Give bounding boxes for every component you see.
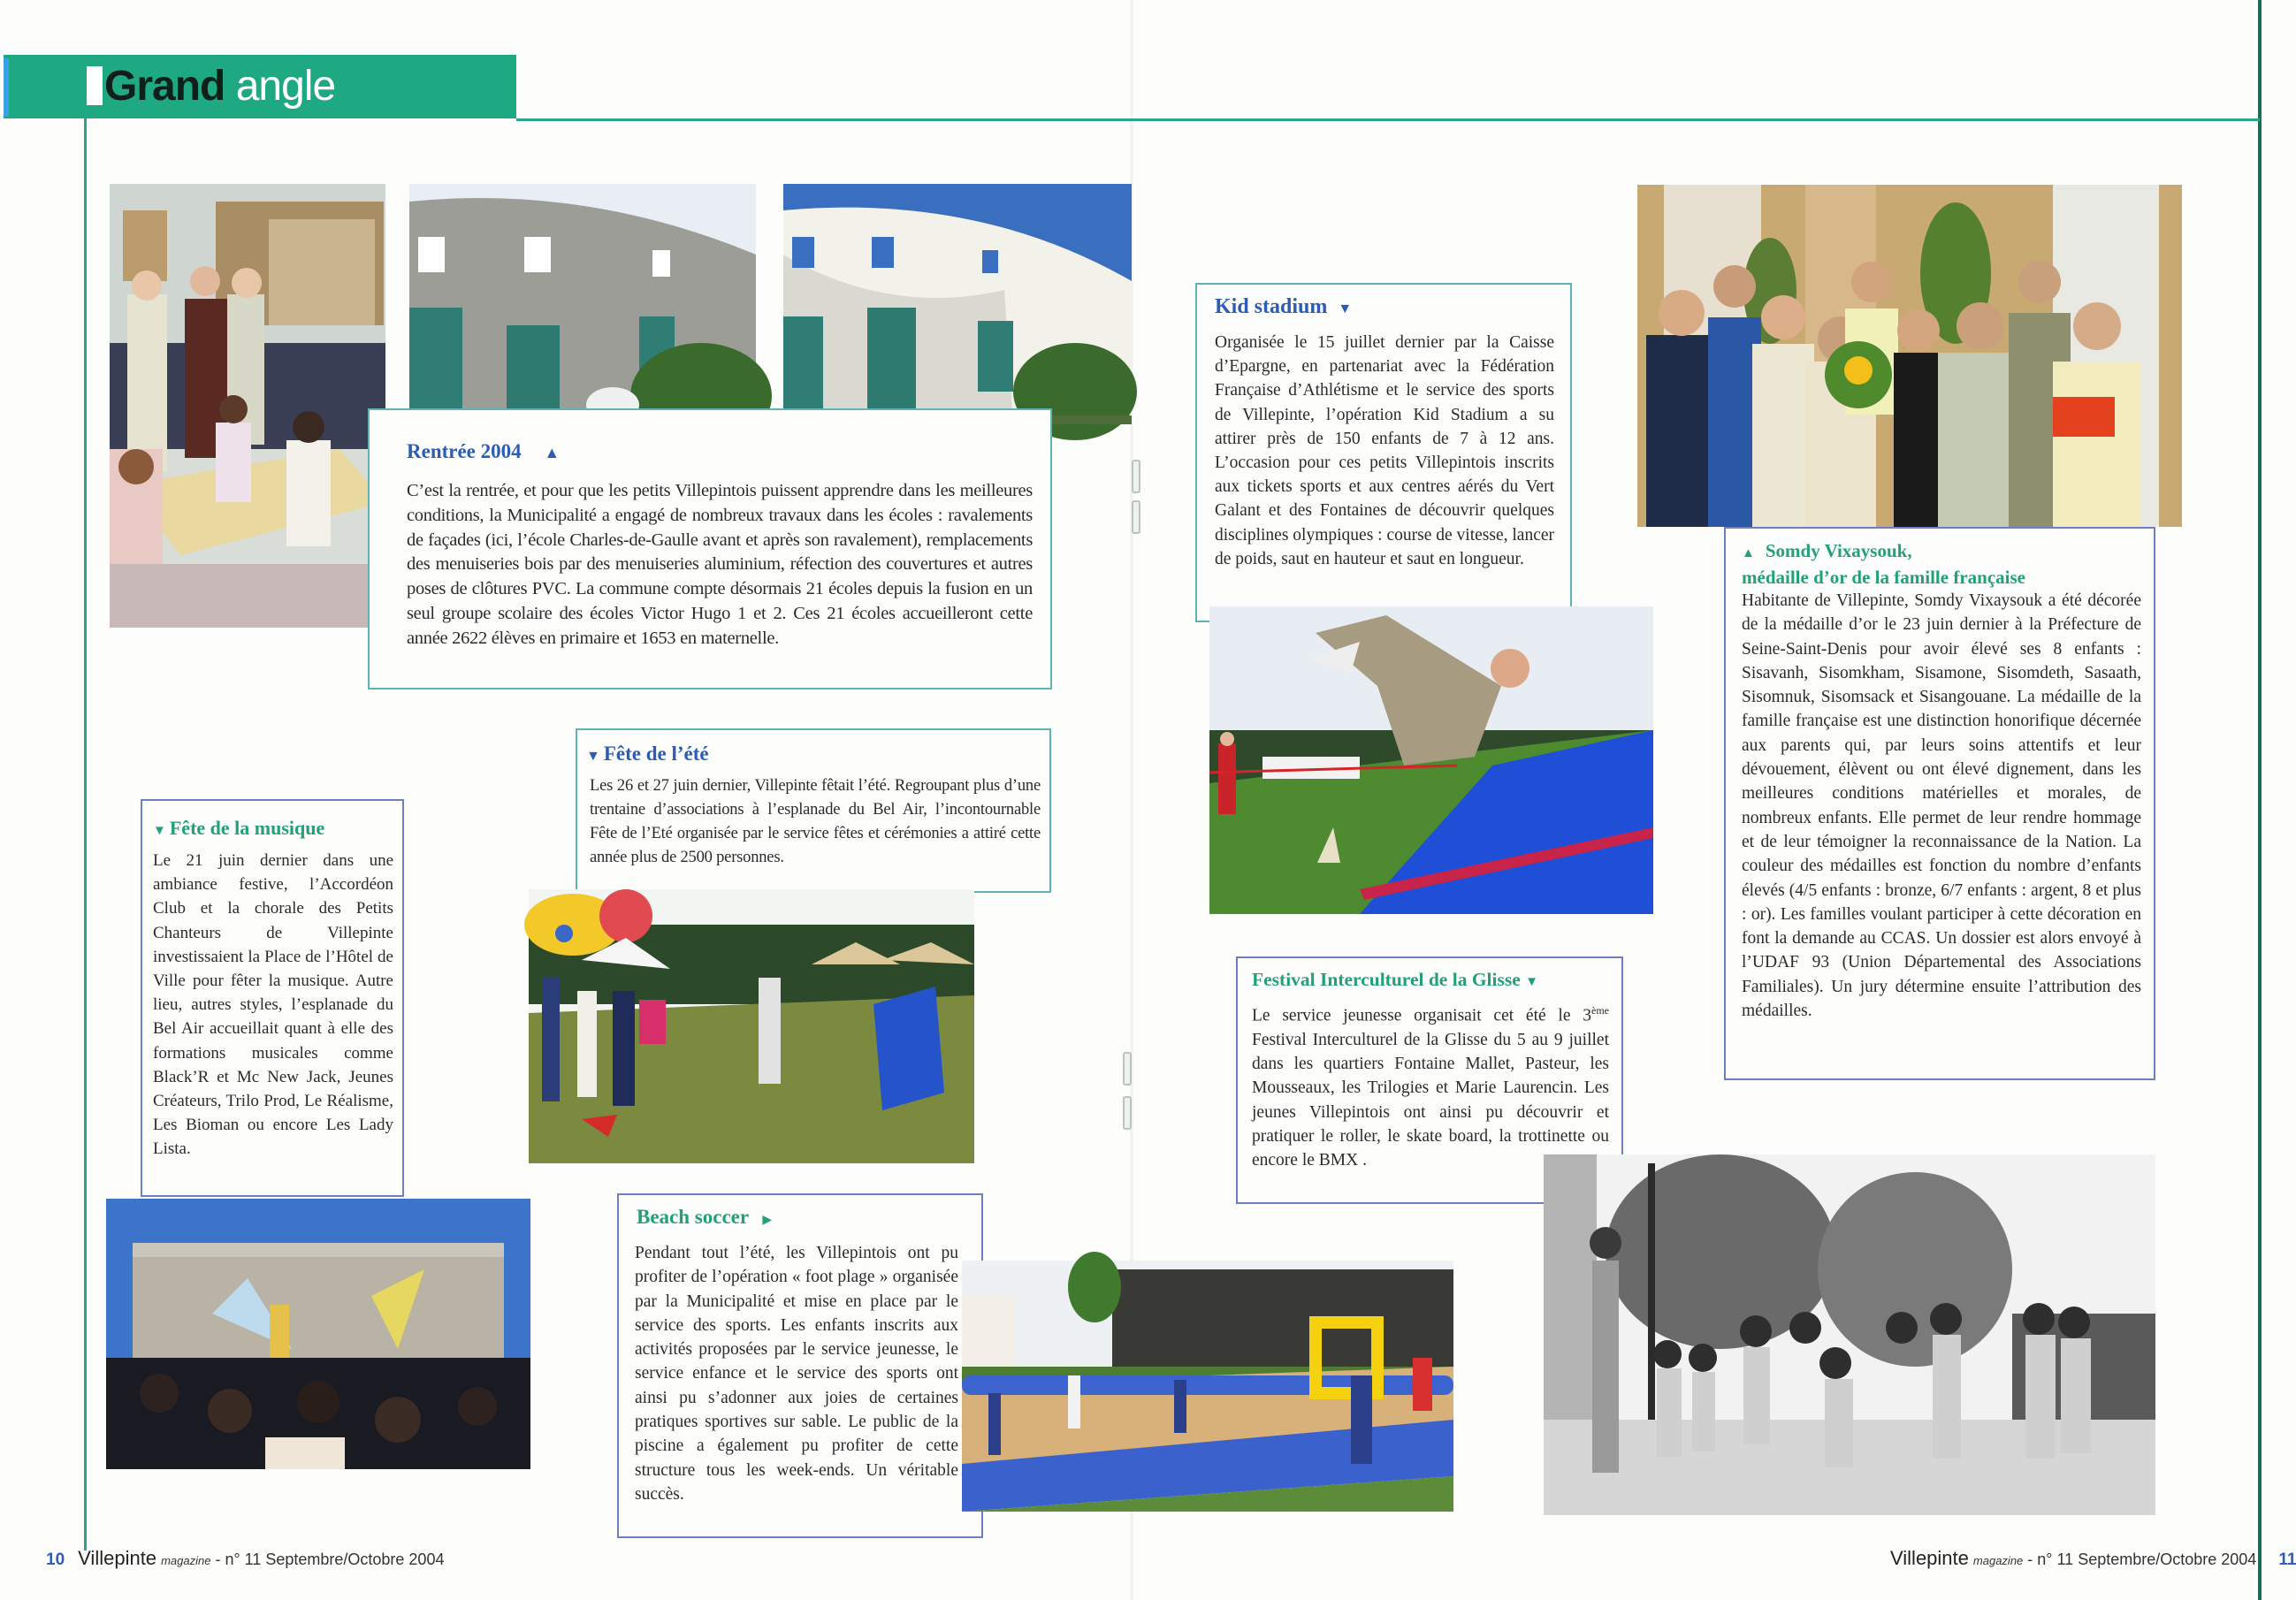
article-body: C’est la rentrée, et pour que les petits Villepintois puissent apprendre dans les meilleures conditions, la Municipalité a engagé de nombreux travaux dans les écoles : ravalements de façades (ici, l’école Charles-de-Gaulle avant et après son ravalement), remplacements des menuiseries bois par des menuiseries aluminium, réfection des couvertures et autres poses de clôtures PVC. La commune compte désormais 21 écoles depuis la fusion en un seul groupe scolaire des écoles Victor Hugo 1 et 2. Ces 21 écoles accueilleront cette année 2622 élèves en primaire et 1653 en maternelle.: [407, 481, 1033, 648]
article-title: [1742, 539, 2025, 590]
triangle-down-icon: ▼: [1525, 975, 1538, 989]
footer-issue: - n° 11 Septembre/Octobre 2004: [2027, 1550, 2257, 1568]
article-title: [1215, 295, 1352, 319]
section-title: [87, 58, 335, 115]
footer-issue: - n° 11 Septembre/Octobre 2004: [215, 1550, 445, 1568]
triangle-down-icon: ▼: [586, 749, 600, 764]
photo-family-group: [1637, 185, 2182, 527]
section-title-bold: Grand: [104, 63, 225, 110]
triangle-down-icon: ▼: [153, 824, 166, 838]
staple: [1123, 1052, 1132, 1086]
article-title-text: Festival Interculturel de la Glisse: [1252, 969, 1521, 990]
footer-magazine: magazine: [161, 1554, 211, 1567]
article-body: Organisée le 15 juillet dernier par la Caisse d’Epargne, en partenariat avec la Fédération Française d’Athlétisme et le service des sports de Villepinte, l’opération Kid Stadium a su attirer près de 150 enfants de 7 à 12 ans. L’occasion pour ces petits Villepintois inscrits aux tickets sports et aux centres aérés du Vert Galant et des Fontaines de découvrir quelques disciplines olympiques : course de vitesse, lancer de poids, saut en hauteur et saut en longueur.: [1215, 333, 1554, 568]
photo-school-before: [409, 184, 756, 424]
article-title: [637, 1206, 772, 1229]
article-body: Pendant tout l’été, les Villepintois ont pu profiter de l’opération « foot plage » organisée par la Municipalité et mise en place par le service des sports. Les enfants inscrits aux activités proposées par le service jeunesse, le service enfance et le service des sports ont ainsi pu s’adonner aux joies de certaines pratiques sportives sur sable. Le public de la piscine a également pu profiter de cette structure tous les week-ends. Un véritable succès.: [635, 1244, 958, 1504]
article-title: [1252, 969, 1538, 991]
article-title-text: Fête de l’été: [603, 743, 709, 765]
footer-right: [1890, 1547, 2296, 1570]
article-body: Habitante de Villepinte, Somdy Vixaysouk a été décorée de la médaille d’or le 23 juin dernier à la Préfecture de Seine-Saint-Denis pour avoir élevé ses 8 enfants : Sisavanh, Sisomkham, Sisamone, Sisomdeth, Sasaath, Sisomnuk, Sisomsack et Sisangouane. La médaille de la famille française est une distinction honorifique décernée aux parents qui, par leurs soins attentifs et leur dévouement, élèvent ou ont élevé dignement, dans les meilleures conditions matérielles et morales, de nombreux enfants. Elle permet de leur rendre hommage et de leur témoigner la reconnaissance de la Nation. La couleur des médailles est fonction du nombre d’enfants élevés (4/5 enfants : bronze, 6/7 enfants : argent, 8 et plus : or). Les familles voulant participer à cette décoration en font la demande au CCAS. Un dossier est alors envoyé à l’UDAF 93 (Union Départemental des Associations Familiales). Un jury détermine ensuite l’attribution des médailles.: [1742, 591, 2141, 1021]
article-body: [1252, 999, 1609, 1173]
title-mark: [87, 66, 103, 105]
article-body: Les 26 et 27 juin dernier, Villepinte fêtait l’été. Regroupant plus d’une trentaine d’associations à l’esplanade du Bel Air, l’incontournable Fête de l’Eté organisée par le service fêtes et cérémonies a attiré cette année plus de 2500 personnes.: [590, 777, 1041, 866]
page-number: 10: [46, 1550, 65, 1569]
article-title: [407, 440, 560, 463]
photo-concert: [106, 1199, 530, 1469]
article-rentree: [368, 408, 1052, 690]
article-title-text: Beach soccer: [637, 1206, 749, 1228]
footer-left: [46, 1547, 444, 1570]
triangle-up-icon: ▲: [544, 444, 561, 461]
page-number: 11: [2278, 1550, 2296, 1569]
article-title-text: Rentrée 2004: [407, 440, 522, 462]
article-title-text: Kid stadium: [1215, 295, 1328, 318]
header-rule: [516, 118, 2260, 121]
left-margin-rule: [84, 118, 87, 1550]
article-body-part: Festival Interculturel de la Glisse du 5 au 9 juillet dans les quartiers Fontaine Mallet, Pasteur, les Mousseaux, les Trilogies et Marie Laurencin. Les jeunes Villepintois ont ainsi pu découvrir et pratiquer le roller, le skate board, la trottinette ou encore le BMX .: [1252, 1030, 1609, 1170]
footer-magazine: magazine: [1972, 1554, 2024, 1567]
article-title-line1: Somdy Vixaysouk,: [1765, 540, 1912, 561]
article-title-text: Fête de la musique: [169, 817, 325, 839]
photo-summer-fair: [529, 889, 974, 1163]
triangle-down-icon: ▼: [1338, 301, 1353, 316]
footer-brand: Villepinte: [78, 1547, 157, 1569]
section-header-edge: [4, 58, 9, 117]
photo-school-after: [783, 184, 1132, 424]
article-title: [586, 743, 709, 766]
photo-classroom: [110, 184, 385, 628]
article-beach-soccer: [617, 1193, 983, 1538]
article-title: [153, 817, 324, 840]
photo-high-jump: [1209, 606, 1653, 914]
article-fete-ete: [576, 728, 1051, 893]
footer-brand: Villepinte: [1890, 1547, 1969, 1569]
section-title-light: angle: [235, 63, 336, 110]
article-fete-musique: [141, 799, 404, 1197]
staple: [1132, 500, 1140, 534]
article-body: Le 21 juin dernier dans une ambiance festive, l’Accordéon Club et la chorale des Petits Chanteurs de Villepinte investissaient la Place de l’Hôtel de Ville pour fêter la musique. Autre lieu, autres styles, l’esplanade du Bel Air accueillait quant à elle des formations musicales comme Black’R et Mc New Jack, Jeunes Créateurs, Trilo Prod, Le Réalisme, Les Bioman ou encore Les Lady Lista.: [153, 851, 393, 1159]
triangle-right-icon: ▶: [762, 1214, 773, 1227]
photo-beach-soccer: [962, 1261, 1453, 1512]
page-edge: [2258, 0, 2262, 1600]
staple: [1123, 1096, 1132, 1130]
staple: [1132, 460, 1140, 493]
article-kid-stadium: [1195, 283, 1572, 622]
photo-roller: [1544, 1154, 2155, 1515]
article-title-line2: médaille d’or de la famille française: [1742, 567, 2025, 588]
article-body-part: Le service jeunesse organisait cet été le 3: [1252, 1006, 1591, 1025]
triangle-up-icon: ▲: [1742, 546, 1755, 560]
article-somdy: [1724, 527, 2155, 1080]
ordinal-suffix: ème: [1591, 1004, 1609, 1017]
